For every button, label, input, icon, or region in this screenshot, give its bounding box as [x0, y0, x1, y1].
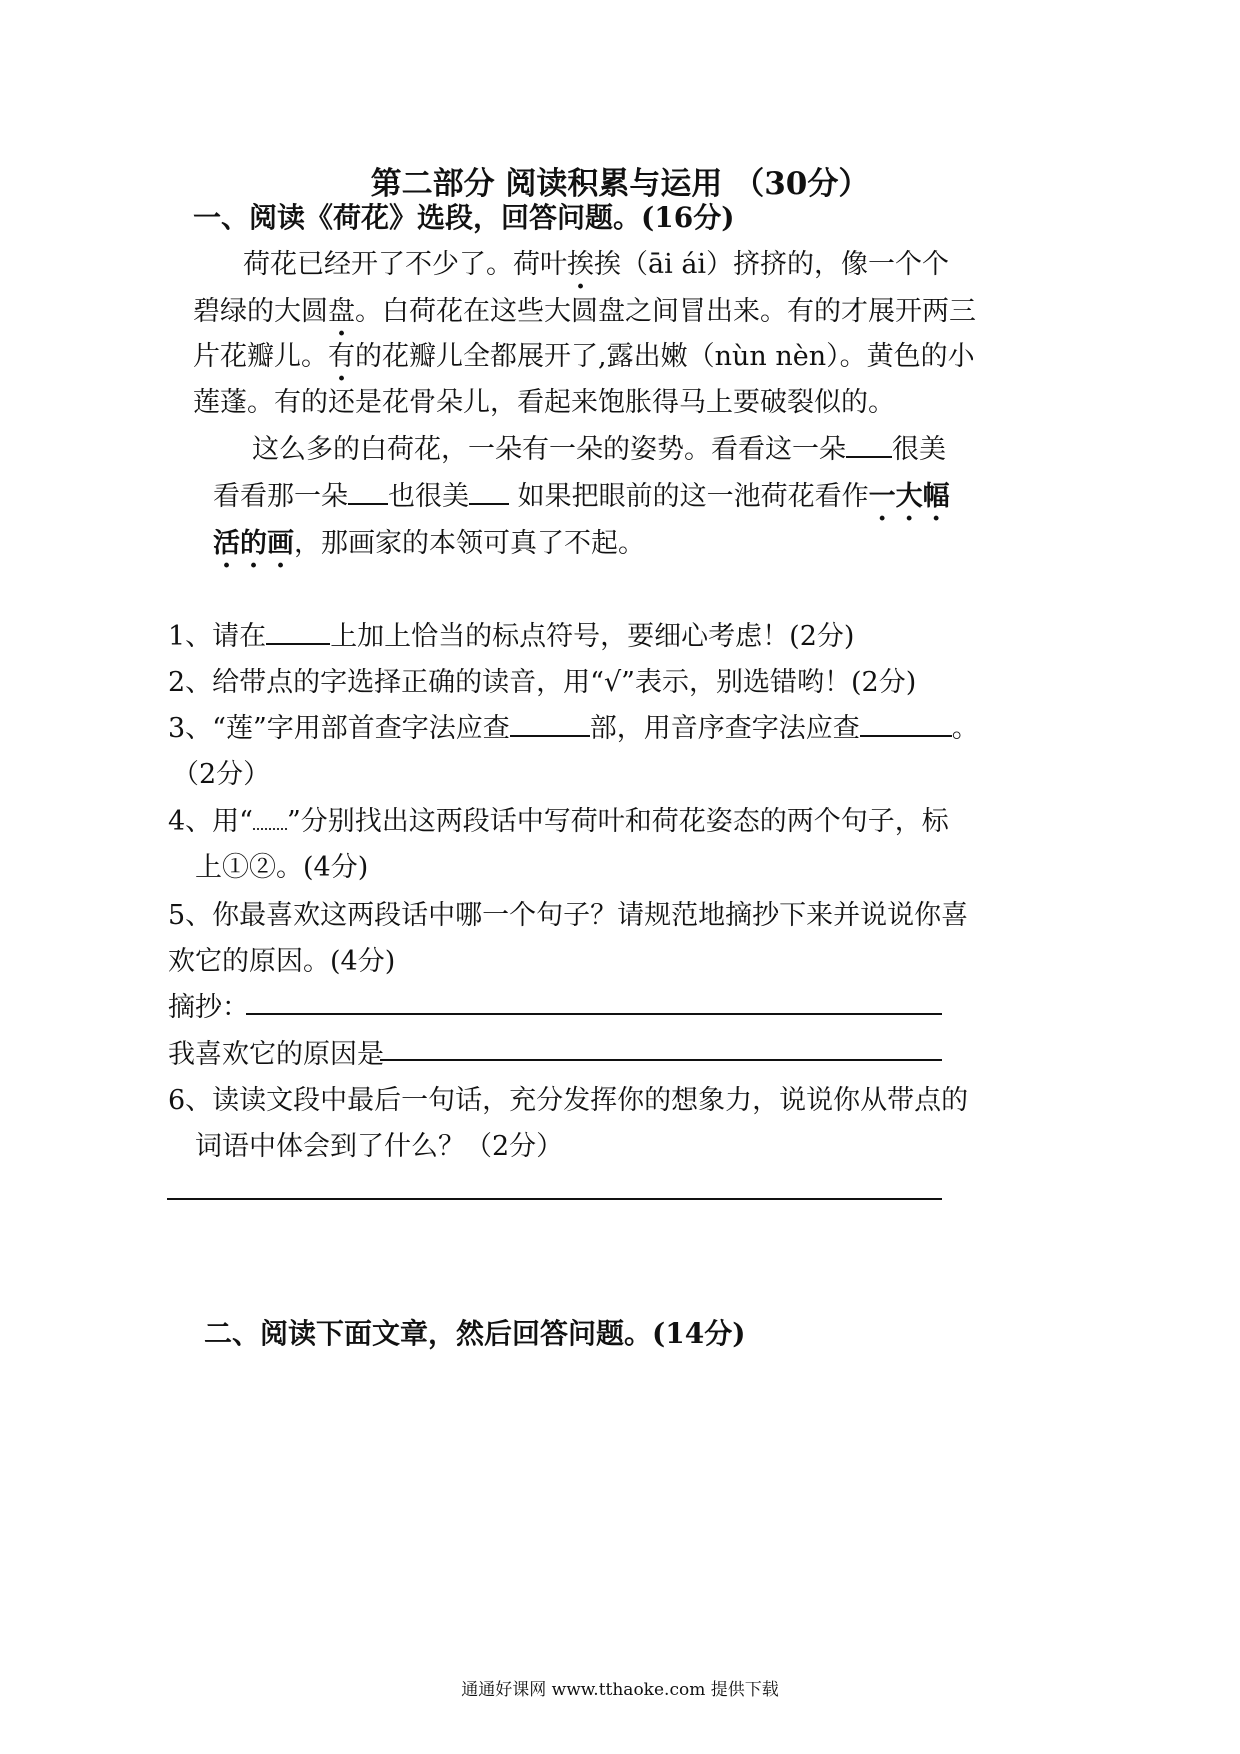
- dotted-char: 幅: [922, 481, 950, 512]
- text-segment: 4、用“: [168, 806, 253, 837]
- dotted-char: 一: [868, 481, 896, 512]
- question-6: 6、读读文段中最后一句话，充分发挥你的想象力，说说你从带点的: [168, 1085, 969, 1116]
- text-segment: 。: [951, 713, 979, 744]
- letter-answer-blank[interactable]: [860, 713, 952, 737]
- para1-line2: [193, 289, 976, 328]
- dotted-char: 活: [213, 528, 240, 559]
- question-5-cont: 欢它的原因。(4分): [168, 946, 396, 977]
- text-segment: ”分别找出这两段话中写荷叶和荷花姿态的两个句子，标: [286, 806, 949, 837]
- text-segment: 部，用音序查字法应查: [589, 713, 860, 744]
- q6-answer-line[interactable]: [167, 1198, 942, 1200]
- text-segment: 也很美: [388, 481, 469, 512]
- text-segment: 很美: [892, 434, 946, 465]
- text-segment: 。白荷花在这些大圆盘之间冒出来。有的才展开两三: [355, 296, 976, 327]
- dotted-char: 挨: [567, 249, 594, 280]
- text-segment: 如果把眼前的这一池荷花看作: [509, 481, 869, 512]
- wavy-underline-icon: [253, 808, 287, 830]
- reason-label: 我喜欢它的原因是: [168, 1039, 384, 1070]
- footer-credit: 通通好课网 www.tthaoke.com 提供下载: [461, 1680, 779, 1700]
- text-segment: ，那画家的本领可真了不起。: [294, 528, 645, 559]
- copy-label: 摘抄：: [168, 992, 249, 1023]
- para1-line4: 莲蓬。有的还是花骨朵儿，看起来饱胀得马上要破裂似的。: [193, 387, 895, 418]
- para2-line1: [252, 427, 946, 466]
- section1-heading: 一、阅读《荷花》选段，回答问题。(16分): [193, 201, 735, 234]
- copy-answer-line[interactable]: [246, 1013, 942, 1015]
- text-segment: 看看那一朵: [213, 481, 348, 512]
- punctuation-blank[interactable]: [348, 481, 388, 505]
- para1-line3: [193, 334, 975, 373]
- para2-line3: [213, 521, 645, 560]
- para2-line2: [213, 474, 950, 513]
- question-2: 2、给带点的字选择正确的读音，用“√”表示，别选错哟！(2分): [168, 667, 917, 698]
- text-segment: 1、请在: [168, 621, 267, 652]
- answer-blank[interactable]: [266, 621, 330, 645]
- dotted-char: 大: [895, 481, 923, 512]
- page-title: 第二部分 阅读积累与运用 （30分）: [370, 166, 870, 202]
- dotted-char: 有: [328, 341, 355, 372]
- punctuation-blank[interactable]: [846, 434, 892, 458]
- text-segment: 这么多的白荷花，一朵有一朵的姿势。看看这一朵: [252, 434, 846, 465]
- text-segment: 3、“莲”字用部首查字法应查: [168, 713, 510, 744]
- question-4-cont: 上①②。(4分): [195, 852, 369, 883]
- question-1: [168, 614, 854, 653]
- section2-heading: 二、阅读下面文章，然后回答问题。(14分): [204, 1317, 746, 1350]
- text-segment: 碧绿的大圆: [193, 296, 328, 327]
- question-6-cont: 词语中体会到了什么？（2分）: [195, 1131, 564, 1162]
- question-3-points: （2分）: [172, 759, 271, 790]
- text-segment: 的花瓣儿全都展开了,露出嫩（nùn nèn）。黄色的小: [355, 341, 975, 372]
- punctuation-blank[interactable]: [469, 481, 509, 505]
- text-segment: 挨（āi ái）挤挤的，像一个个: [594, 249, 950, 280]
- reason-answer-line[interactable]: [380, 1059, 942, 1061]
- text-segment: 荷花已经开了不少了。荷叶: [243, 249, 567, 280]
- question-3: [168, 706, 979, 745]
- para1-line1: [243, 242, 949, 281]
- dotted-char: 画: [267, 528, 294, 559]
- dotted-char: 的: [240, 528, 267, 559]
- text-segment: 上加上恰当的标点符号，要细心考虑！(2分): [330, 621, 855, 652]
- question-4: [168, 799, 949, 838]
- dotted-char: 盘: [328, 296, 355, 327]
- question-5: 5、你最喜欢这两段话中哪一个句子？请规范地摘抄下来并说说你喜: [168, 900, 969, 931]
- text-segment: 片花瓣儿。: [193, 341, 328, 372]
- radical-answer-blank[interactable]: [510, 713, 590, 737]
